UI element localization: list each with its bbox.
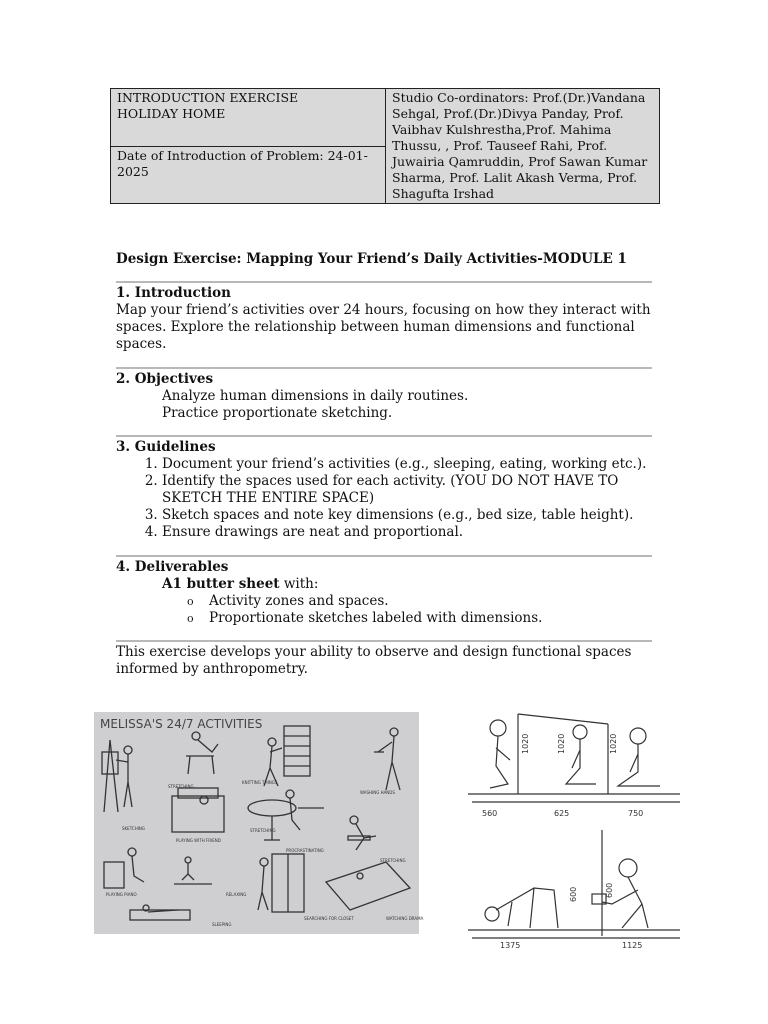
objective-item: Practice proportionate sketching.	[162, 405, 393, 421]
conclusion-text: This exercise develops your ability to observe and design functional spaces informed by anthropometry.	[116, 644, 632, 677]
exercise-title: INTRODUCTION EXERCISE	[117, 90, 299, 105]
deliverables-sheet	[116, 576, 656, 593]
sketch-label: WATCHING DRAMA	[386, 916, 424, 921]
dimension-label: 625	[554, 809, 570, 818]
header-table	[110, 88, 660, 204]
divider	[116, 555, 652, 557]
dimension-label: 1125	[622, 941, 643, 950]
sketch-label: SLEEPING	[212, 922, 232, 927]
height-label: 1020	[521, 733, 530, 754]
sketch-label: STRETCHING	[380, 858, 406, 863]
height-label: 1020	[609, 733, 618, 754]
objectives-section	[116, 371, 656, 422]
deliverables-section	[116, 559, 656, 627]
sketch-label: RELAXING	[226, 892, 247, 897]
divider	[116, 435, 652, 437]
guideline-item: 2. Identify the spaces used for each activity. (YOU DO NOT HAVE TO SKETCH THE ENTIRE SPACE)	[162, 473, 656, 507]
deliverables-list	[116, 593, 656, 627]
objective-item: Analyze human dimensions in daily routines.	[162, 388, 469, 404]
sketch-label: SKETCHING	[122, 826, 145, 831]
sketch-label: WASHING HANDS	[360, 790, 395, 795]
page-title: Design Exercise: Mapping Your Friend’s Daily Activities-MODULE 1	[116, 251, 627, 267]
activities-sketch	[94, 712, 424, 934]
objectives-heading: 2. Objectives	[116, 371, 214, 387]
coordinators-cell: Studio Co-ordinators: Prof.(Dr.)Vandana Sehgal, Prof.(Dr.)Divya Panday, Prof. Vaibhav Kulshrestha,Prof. Mahima Thussu, , Prof. Tauseef Rahi, Prof. Juwairia Qamruddin, Prof Sawan Kumar Sharma, Prof. Lalit Akash Verma, Prof. Shagufta Irshad	[386, 89, 660, 204]
dimension-label: 560	[482, 809, 498, 818]
deliverable-item: o Activity zones and spaces.	[209, 593, 656, 610]
divider	[116, 367, 652, 369]
dimension-label: 1375	[500, 941, 521, 950]
exercise-subtitle: HOLIDAY HOME	[117, 106, 226, 121]
guideline-item: 4. Ensure drawings are neat and proportional.	[162, 524, 656, 541]
deliverables-heading: 4. Deliverables	[116, 559, 229, 575]
dimension-label: 750	[628, 809, 644, 818]
sketch-label: PLAYING WITH FRIEND	[176, 838, 221, 843]
sheet-type: A1 butter sheet	[162, 576, 280, 592]
sketch-label: STRETCHING	[168, 784, 194, 789]
sketch-label: SEARCHING FOR CLOSET	[304, 916, 354, 921]
deliverable-item: o Proportionate sketches labeled with dimensions.	[209, 610, 656, 627]
introduction-section	[116, 285, 656, 353]
guideline-item: 3. Sketch spaces and note key dimensions (e.g., bed size, table height).	[162, 507, 656, 524]
activities-sketch-image	[94, 712, 424, 934]
sheet-suffix: with:	[279, 576, 319, 592]
anthropometry-diagram	[462, 692, 684, 950]
guidelines-heading: 3. Guidelines	[116, 439, 216, 455]
divider	[116, 281, 652, 283]
sketch-title: MELISSA'S 24/7 ACTIVITIES	[100, 717, 263, 731]
guidelines-list	[116, 456, 656, 541]
sketch-label: PLAYING PIANO	[106, 892, 137, 897]
anthropometry-diagram-image	[462, 692, 684, 950]
guidelines-section	[116, 439, 656, 541]
sketch-label: KNITTING THINGS	[242, 780, 278, 785]
exercise-cell	[111, 89, 386, 147]
introduction-heading: 1. Introduction	[116, 285, 231, 301]
divider	[116, 640, 652, 642]
height-label: 600	[569, 886, 578, 902]
guideline-item: 1. Document your friend’s activities (e.g., sleeping, eating, working etc.).	[162, 456, 656, 473]
introduction-body: Map your friend’s activities over 24 hours, focusing on how they interact with spaces. Explore the relationship between human dimensions and functional spaces.	[116, 302, 651, 352]
height-label: 600	[605, 882, 614, 898]
date-cell: Date of Introduction of Problem: 24-01-2025	[111, 146, 386, 204]
sketch-label: PROCRASTINATING	[286, 848, 324, 853]
sketch-label: STRETCHING	[250, 828, 276, 833]
height-label: 1020	[557, 733, 566, 754]
